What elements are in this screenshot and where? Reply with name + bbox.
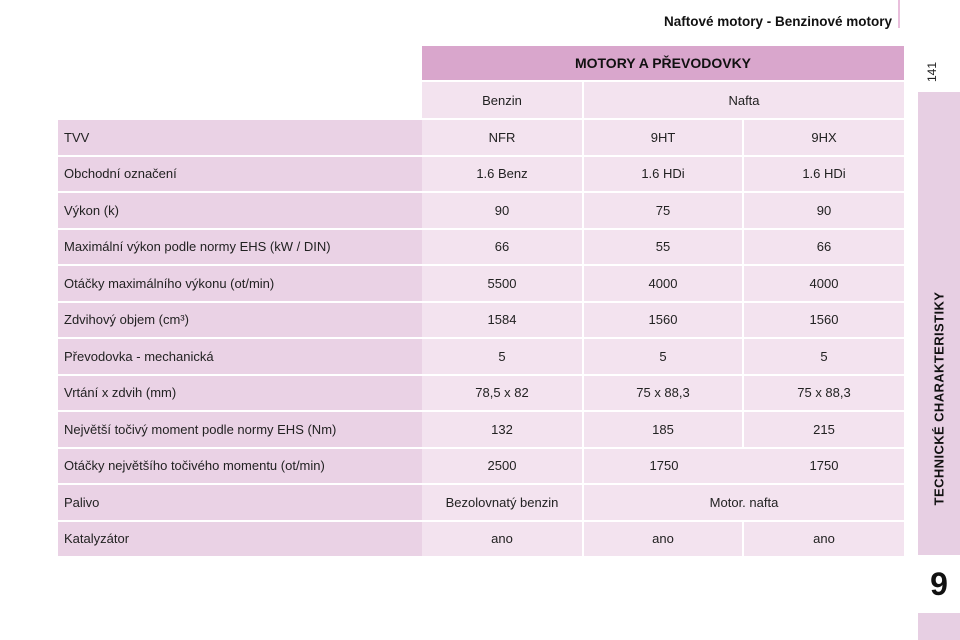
table-row <box>58 483 904 520</box>
page-number <box>922 57 942 87</box>
chapter-number: 9 <box>930 565 948 602</box>
row-label: Otáčky maximálního výkonu (ot/min) <box>58 266 422 301</box>
table-row <box>58 155 904 192</box>
row-label: Výkon (k) <box>58 193 422 228</box>
row-label: Otáčky největšího točivého momentu (ot/min) <box>58 449 422 484</box>
table-title-row <box>58 46 904 80</box>
table-row <box>58 118 904 155</box>
row-value: 75 x 88,3 <box>582 376 742 411</box>
row-value: 4000 <box>582 266 742 301</box>
row-value: 1750 <box>809 458 839 474</box>
row-value: 1560 <box>742 303 904 338</box>
engines-table <box>58 46 904 556</box>
row-value: Bezolovnatý benzin <box>422 485 582 520</box>
row-value: 1.6 Benz <box>422 157 582 192</box>
row-label: Převodovka - mechanická <box>58 339 422 374</box>
row-value: 9HT <box>582 120 742 155</box>
row-value: 1.6 HDi <box>742 157 904 192</box>
row-label: Největší točivý moment podle normy EHS (Nm) <box>58 412 422 447</box>
table-row <box>58 447 904 484</box>
row-value: 185 <box>582 412 742 447</box>
header-divider <box>898 0 900 28</box>
fuel-header-nafta: Nafta <box>582 82 904 118</box>
row-value: 90 <box>742 193 904 228</box>
row-value: 90 <box>422 193 582 228</box>
row-label: Obchodní označení <box>58 157 422 192</box>
row-value: 1750 <box>649 458 679 474</box>
row-value: 1.6 HDi <box>582 157 742 192</box>
row-value: ano <box>422 522 582 557</box>
chapter-number-box <box>918 555 960 613</box>
row-value: 5 <box>422 339 582 374</box>
row-value: 132 <box>422 412 582 447</box>
row-label: Maximální výkon podle normy EHS (kW / DIN) <box>58 230 422 265</box>
row-value: 9HX <box>742 120 904 155</box>
fuel-header-spacer <box>58 82 422 118</box>
row-value: 215 <box>742 412 904 447</box>
row-label: Palivo <box>58 485 422 520</box>
row-value: ano <box>742 522 904 557</box>
fuel-header-row <box>58 82 904 118</box>
table-row <box>58 410 904 447</box>
table-row <box>58 374 904 411</box>
row-value: Motor. nafta <box>582 485 904 520</box>
row-label: Zdvihový objem (cm³) <box>58 303 422 338</box>
table-row <box>58 301 904 338</box>
row-value: 75 <box>582 193 742 228</box>
row-value: 75 x 88,3 <box>742 376 904 411</box>
table-row <box>58 337 904 374</box>
row-value: 78,5 x 82 <box>422 376 582 411</box>
table-title-spacer <box>58 46 422 80</box>
row-label: Vrtání x zdvih (mm) <box>58 376 422 411</box>
row-value: 4000 <box>742 266 904 301</box>
row-value: 66 <box>422 230 582 265</box>
chapter-title: TECHNICKÉ CHARAKTERISTIKY <box>931 291 947 505</box>
table-row <box>58 228 904 265</box>
row-value: 1584 <box>422 303 582 338</box>
table-title: MOTORY A PŘEVODOVKY <box>422 46 904 80</box>
table-row <box>58 520 904 557</box>
row-value-group <box>582 449 904 484</box>
row-value: 55 <box>582 230 742 265</box>
chapter-side-label <box>921 238 957 558</box>
row-value: 66 <box>742 230 904 265</box>
table-row <box>58 264 904 301</box>
row-value: 5500 <box>422 266 582 301</box>
row-label: TVV <box>58 120 422 155</box>
row-value: 5 <box>582 339 742 374</box>
row-value: NFR <box>422 120 582 155</box>
page-header-title: Naftové motory - Benzinové motory <box>663 14 892 29</box>
row-label: Katalyzátor <box>58 522 422 557</box>
row-value: 1560 <box>582 303 742 338</box>
table-row <box>58 191 904 228</box>
row-value: ano <box>582 522 742 557</box>
row-value: 2500 <box>422 449 582 484</box>
row-value: 5 <box>742 339 904 374</box>
page-number-text: 141 <box>925 61 939 83</box>
fuel-header-benzin: Benzin <box>422 82 582 118</box>
